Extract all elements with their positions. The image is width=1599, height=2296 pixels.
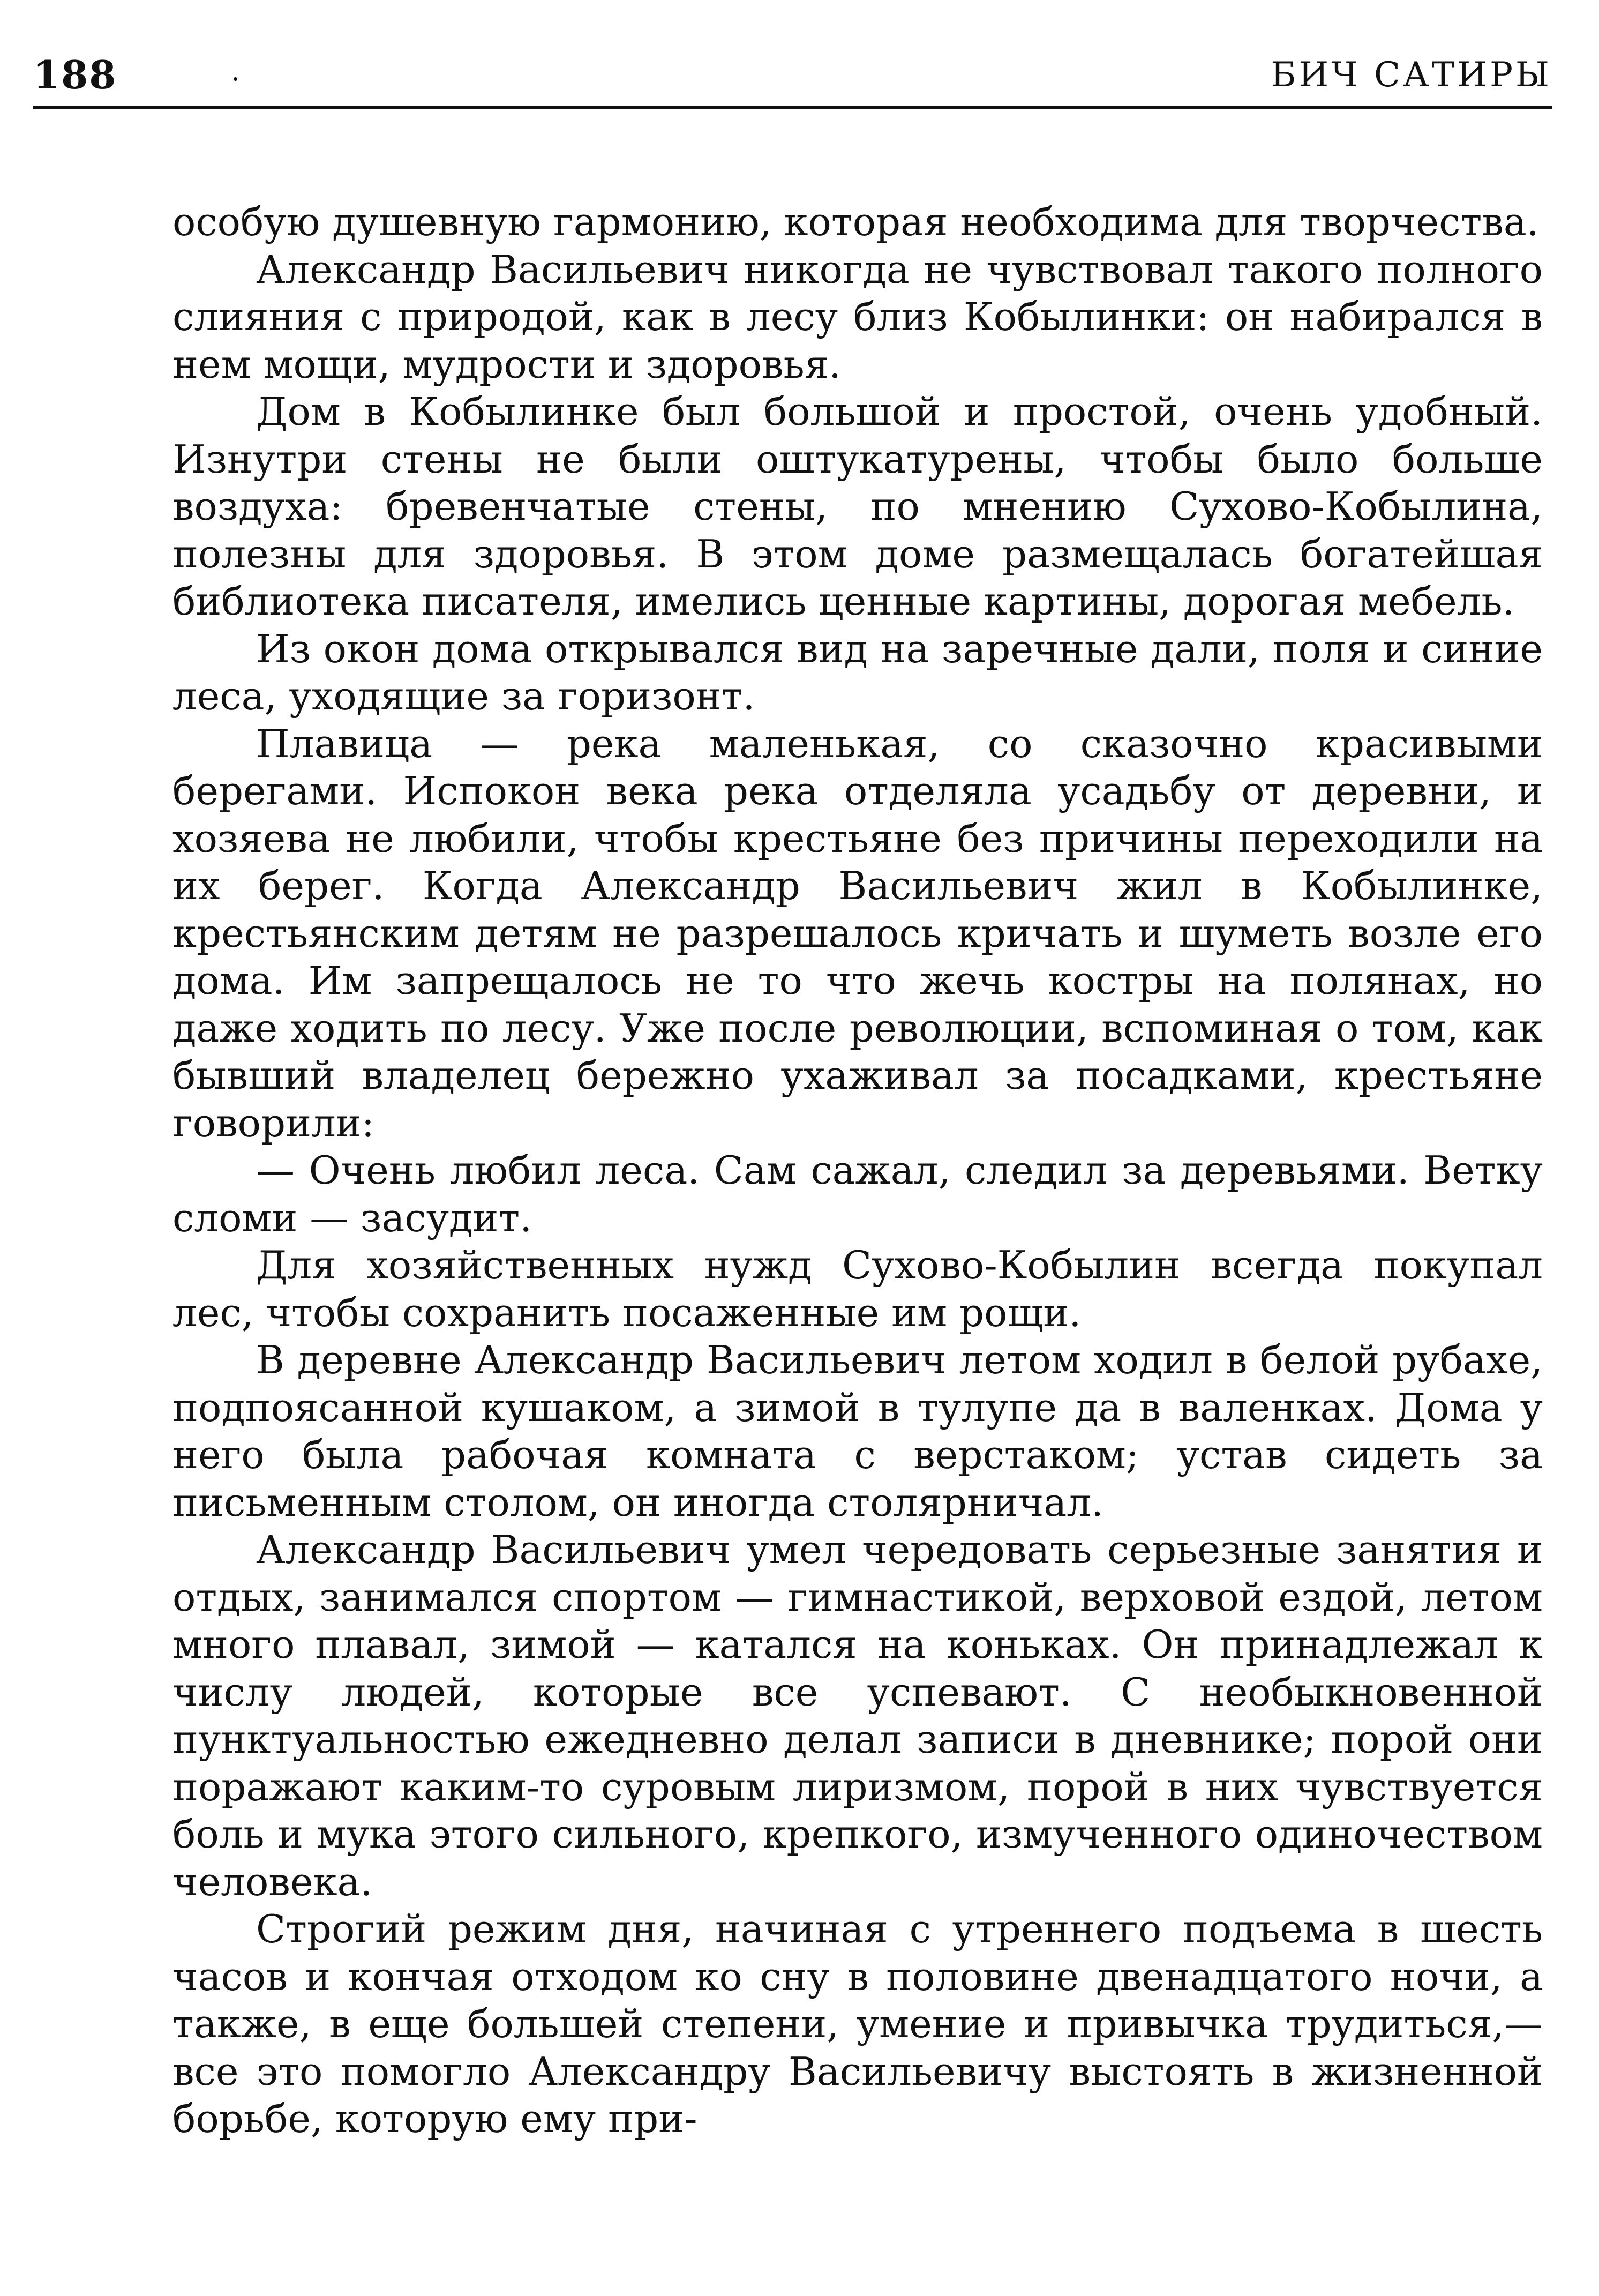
paragraph: В деревне Александр Васильевич летом ходил в белой рубахе, подпоясанной кушаком, а зимой в тулупе да в валенках. Дома у него была рабочая комната с верстаком; устав сидеть за письменным столом, он иногда столярничал. <box>172 1337 1543 1525</box>
paragraph: Александр Васильевич умел чередовать серьезные занятия и отдых, занимался спортом — гимнастикой, верховой ездой, летом много плавал, зимой — катался на коньках. Он принадлежал к числу людей, которые все успевают. С необыкновенной пунктуальностью ежедневно делал записи в дневнике; порой они поражают каким-то суровым лиризмом, порой в них чувствуется боль и мука этого сильного, крепкого, измученного одиночеством человека. <box>172 1527 1543 1904</box>
page-number: 188 <box>33 52 117 98</box>
running-head <box>33 49 1552 101</box>
body-text <box>172 198 1543 2143</box>
paragraph: Для хозяйственных нужд Сухово-Кобылин всегда покупал лес, чтобы сохранить посаженные им рощи. <box>172 1243 1543 1335</box>
paragraph: — Очень любил леса. Сам сажал, следил за деревьями. Ветку сломи — засудит. <box>172 1148 1543 1240</box>
paragraph: Из окон дома открывался вид на заречные дали, поля и синие леса, уходящие за горизонт. <box>172 626 1543 719</box>
header-dot <box>234 77 237 81</box>
paragraph: Александр Васильевич никогда не чувствовал такого полного слияния с природой, как в лесу близ Кобылинки: он набирался в нем мощи, мудрости и здоровья. <box>172 246 1543 387</box>
running-title: БИЧ САТИРЫ <box>1271 55 1552 95</box>
paragraph: Плавица — река маленькая, со сказочно красивыми берегами. Испокон века река отделяла усадьбу от деревни, и хозяева не любили, чтобы крестьяне без причины переходили на их берег. Когда Александр Васильевич жил в Кобылинке, крестьянским детям не разрешалось кричать и шуметь возле его дома. Им запрещалось не то что жечь костры на полянах, но даже ходить по лесу. Уже после революции, вспоминая о том, как бывший владелец бережно ухаживал за посадками, крестьяне говорили: <box>172 721 1543 1146</box>
paragraph: особую душевную гармонию, которая необходима для творчества. <box>172 199 1539 244</box>
paragraph: Строгий режим дня, начиная с утреннего подъема в шесть часов и кончая отходом ко сну в половине двенадцатого ночи, а также, в еще большей степени, умение и привычка трудиться,— все это помогло Александру Васильевичу выстоять в жизненной борьбе, которую ему при- <box>172 1906 1543 2141</box>
paragraph: Дом в Кобылинке был большой и простой, очень удобный. Изнутри стены не были оштукатурены, чтобы было больше воздуха: бревенчатые стены, по мнению Сухово-Кобылина, полезны для здоровья. В этом доме размещалась богатейшая библиотека писателя, имелись ценные картины, дорогая мебель. <box>172 389 1543 624</box>
header-rule <box>33 106 1552 109</box>
